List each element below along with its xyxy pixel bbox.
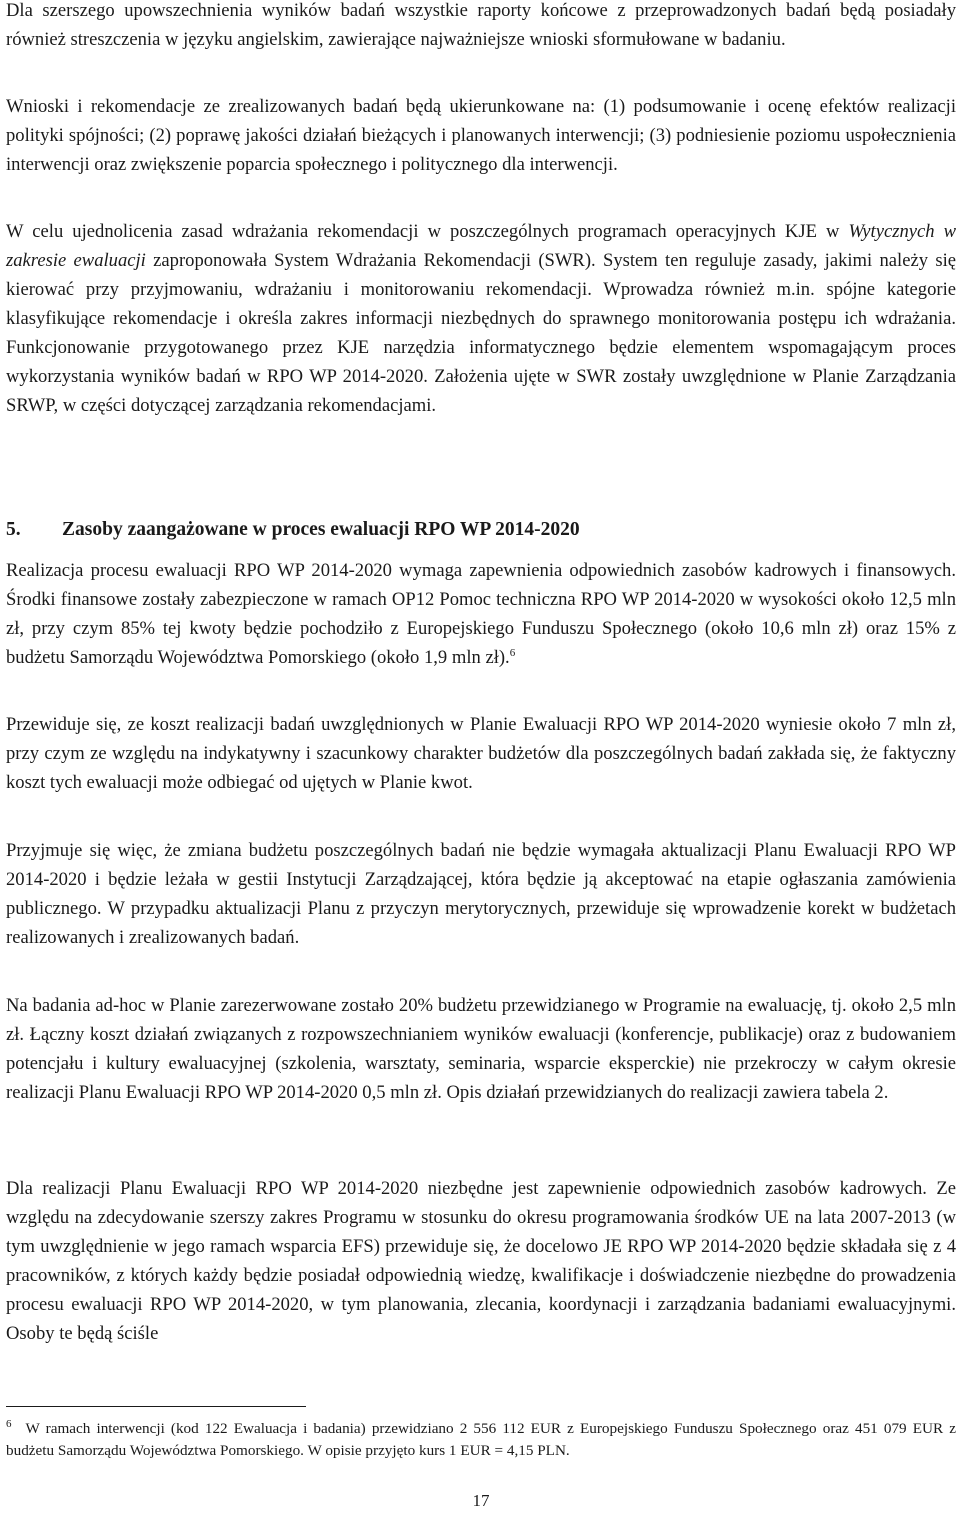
paragraph-staff-resources: Dla realizacji Planu Ewaluacji RPO WP 2014-2020 niezbędne jest zapewnienie odpowiednich zasobów kadrowych. Ze względu na zdecydowanie szerszy zakres Programu w stosunku do okresu programowania środków UE na lata 2007-2013 (w tym uwzględnienie w jego ramach wsparcia EFS) przewiduje się, że docelowo JE RPO WP 2014-2020 będzie składała się z 4 pracowników, z których każdy będzie posiadał odpowiednią wiedzę, kwalifikacje i doświadczenie niezbędne do prowadzenia procesu ewaluacji RPO WP 2014-2020, w tym planowania, zlecania, koordynacji i zarządzania badaniami ewaluacyjnymi. Osoby te będą ściśle <box>6 1178 956 1344</box>
paragraph-research-cost: Przewiduje się, ze koszt realizacji badań uwzględnionych w Planie Ewaluacji RPO WP 2014-2020 wyniesie około 7 mln zł, przy czym ze względu na indykatywny i szacunkowy charakter budżetów dla poszczególnych badań zakłada się, że faktyczny koszt tych ewaluacji może odbiegać od ujętych w Planie kwot. <box>6 714 956 793</box>
footnote-divider <box>6 1406 306 1407</box>
paragraph-ad-hoc-research: Na badania ad-hoc w Planie zarezerwowane zostało 20% budżetu przewidzianego w Programie na ewaluację, tj. około 2,5 mln zł. Łączny koszt działań związanych z rozpowszechnianiem wyników ewaluacji (konferencje, publikacje) oraz z budowaniem potencjału i kultury ewaluacyjnej (szkolenia, warsztaty, seminaria, wsparcie eksperckie) nie przekroczy w całym okresie realizacji Planu Ewaluacji RPO WP 2014-2020 0,5 mln zł. Opis działań przewidzianych do realizacji zawiera tabela 2. <box>6 995 956 1103</box>
footnote <box>6 1418 956 1462</box>
paragraph-conclusions-recommendations: Wnioski i rekomendacje ze zrealizowanych badań będą ukierunkowane na: (1) podsumowanie i ocenę efektów realizacji polityki spójności; (2) poprawę jakości działań bieżących i planowanych interwencji; (3) podniesienie poziomu uspołecznienia interwencji oraz zwiększenie poparcia społecznego i politycznego dla interwencji. <box>6 96 956 175</box>
paragraph-recommendation-system-part2: zaproponowała System Wdrażania Rekomendacji (SWR). System ten reguluje zasady, jakimi należy się kierować przy przyjmowaniu, wdrażaniu i monitorowaniu rekomendacji. Wprowadza również m.in. spójne kategorie klasyfikujące rekomendacje i określa zakres informacji niezbędnych do sprawnego monitorowania postępu ich wdrażania. Funkcjonowanie przygotowanego przez KJE narzędzia informatycznego będzie elementem wspomagającym proces wykorzystania wyników badań w RPO WP 2014-2020. Założenia ujęte w SWR zostały uwzględnione w Planie Zarządzania SRWP, w części dotyczącej zarządzania rekomendacjami. <box>6 250 956 416</box>
page-number: 17 <box>472 1491 490 1510</box>
footnote-text: W ramach interwencji (kod 122 Ewaluacja i badania) przewidziano 2 556 112 EUR z Europejskiego Funduszu Społecznego oraz 451 079 EUR z budżetu Samorządu Województwa Pomorskiego. W opisie przyjęto kurs 1 EUR = 4,15 PLN. <box>6 1420 956 1459</box>
guidelines-title-italic: Wytycznych w zakresie ewaluacji <box>6 221 957 271</box>
footnote-mark: 6 <box>6 1417 12 1430</box>
section-heading <box>6 515 956 545</box>
section-title: Zasoby zaangażowane w proces ewaluacji RPO WP 2014-2020 <box>62 519 580 540</box>
paragraph-financial-resources <box>6 556 956 672</box>
footnote-reference[interactable]: 6 <box>509 646 516 659</box>
paragraph-recommendation-system <box>6 217 956 420</box>
section-number: 5. <box>6 519 21 540</box>
paragraph-recommendation-system-part1: W celu ujednolicenia zasad wdrażania rekomendacji w poszczególnych programach operacyjnych KJE w <box>6 221 849 242</box>
paragraph-financial-resources-text: Realizacja procesu ewaluacji RPO WP 2014-2020 wymaga zapewnienia odpowiednich zasobów kadrowych i finansowych. Środki finansowe zostały zabezpieczone w ramach OP12 Pomoc techniczna RPO WP 2014-2020 w wysokości około 12,5 mln zł, przy czym 85% tej kwoty będzie pochodziło z Europejskiego Funduszu Społecznego (około 10,6 mln zł) oraz 15% z budżetu Samorządu Województwa Pomorskiego (około 1,9 mln zł). <box>6 560 956 668</box>
paragraph-budget-changes: Przyjmuje się więc, że zmiana budżetu poszczególnych badań nie będzie wymagała aktualizacji Planu Ewaluacji RPO WP 2014-2020 i będzie leżała w gestii Instytucji Zarządzającej, która będzie ją akceptować na etapie ogłaszania zamówienia publicznego. W przypadku aktualizacji Planu z przyczyn merytorycznych, przewiduje się wprowadzenie korekt w budżetach realizowanych i zrealizowanych badań. <box>6 840 956 948</box>
paragraph-summaries-english: Dla szerszego upowszechnienia wyników badań wszystkie raporty końcowe z przeprowadzonych badań będą posiadały również streszczenia w języku angielskim, zawierające najważniejsze wnioski sformułowane w badaniu. <box>6 0 956 50</box>
